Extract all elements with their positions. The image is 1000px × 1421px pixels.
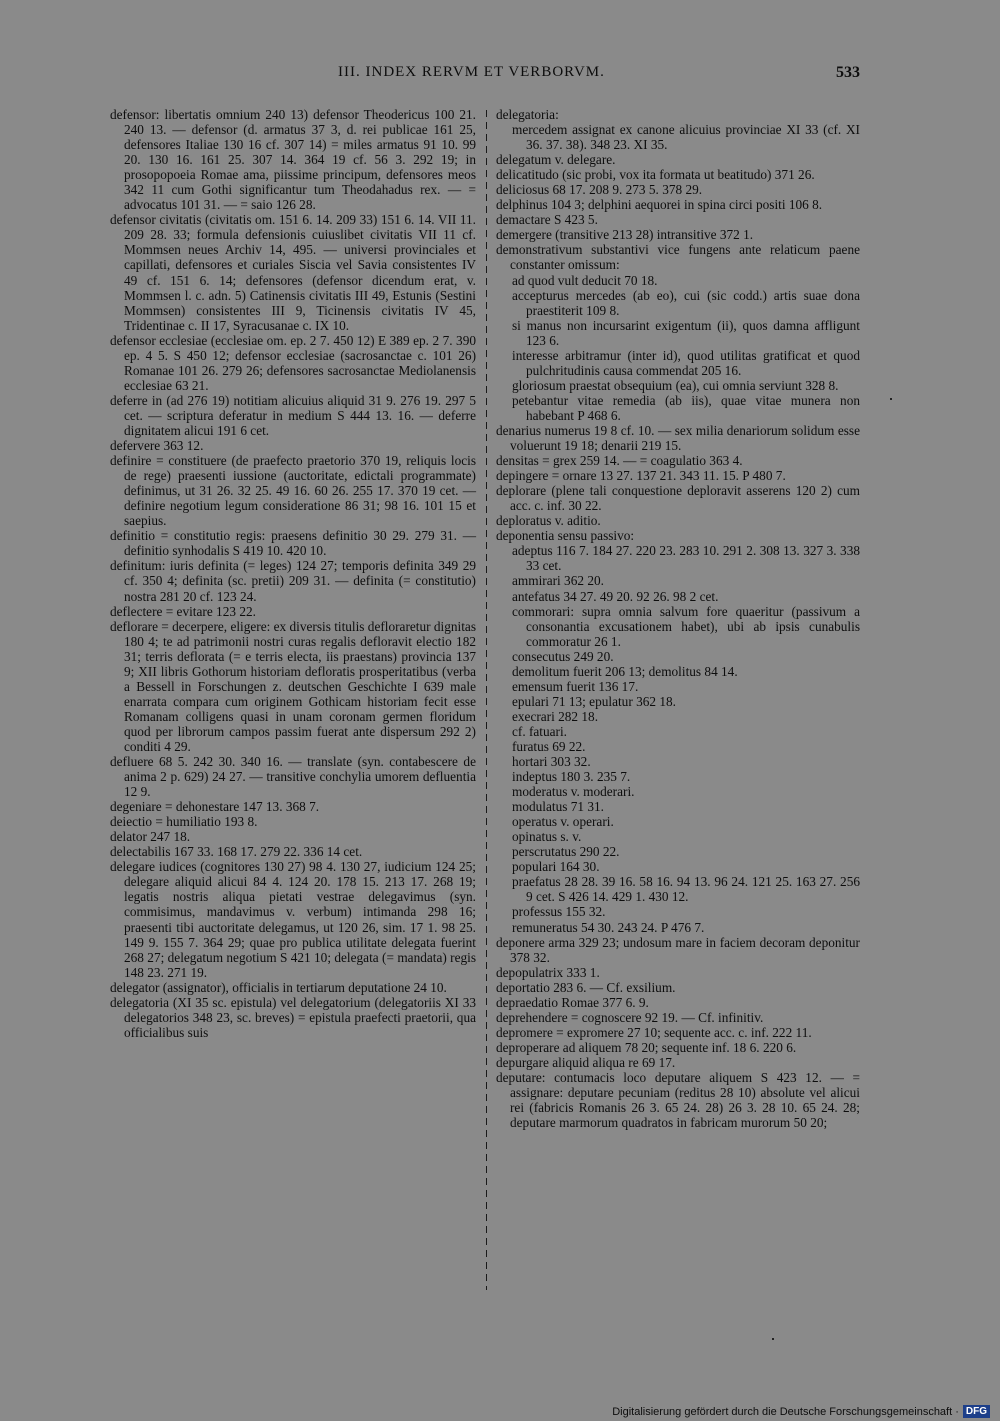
index-entry: definire = constituere (de praefecto praetorio 370 19, reliquis locis de rege) praesenti iussione (auctoritate, edictali programmate) definimus, ut 31 26. 32 25. 49 16. 60 26. 255 17. 370 19 cet. — definire negotium legum consideratione 86 31; 98 16. 101 15 et saepius.: [110, 453, 476, 529]
index-entry: deputare: contumacis loco deputare aliquem S 423 12. — = assignare: deputare pecuniam (reditus 28 10) absolute vel alicui rei (fabricis Romanis 26 3. 65 24. 28) 26 3. 28 10. 65 24. 28; deputare marmorum quadratos in fabricam murorum 50 20;: [496, 1070, 860, 1131]
index-subentry: indeptus 180 3. 235 7.: [512, 769, 631, 785]
index-entry: deponentia sensu passivo:: [496, 528, 635, 544]
dfg-logo-icon: DFG: [963, 1405, 990, 1418]
right-column: [496, 107, 860, 1130]
index-entry: delegatum v. delegare.: [496, 152, 616, 168]
index-subentry: ad quod vult deducit 70 18.: [512, 272, 658, 288]
index-entry: deploratus v. aditio.: [496, 513, 601, 529]
index-entry: delectabilis 167 33. 168 17. 279 22. 336 14 cet.: [110, 844, 363, 860]
running-title: III. INDEX RERVM ET VERBORVM.: [338, 64, 605, 80]
index-entry: demergere (transitive 213 28) intransitive 372 1.: [496, 227, 754, 243]
index-entry: delicatitudo (sic probi, vox ita formata ut beatitudo) 371 26.: [496, 167, 815, 183]
index-entry: deliciosus 68 17. 208 9. 273 5. 378 29.: [496, 182, 703, 198]
index-entry: delegator (assignator), officialis in tertiarum deputatione 24 10.: [110, 979, 447, 995]
index-entry: defensor civitatis (civitatis om. 151 6. 14. 209 33) 151 6. 14. VII 11. 209 28. 33; formula defensionis cuiuslibet civitatis VII 11 cf. Mommsen neues Archiv 14, 495. — universi provinciales et capillati, defensores et curiales Siscia vel Savia consistentes IV 49 cf. 151 6. 14; defensores (defensor dicendum erat, v. Mommsen l. c. adn. 5) Catinensis civitatis III 49, Estunis (Sestini Mommsen) consistentes III 9, Ticinensis civitatis IV 45, Tridentinae c. II 17, Syracusanae c. IX 10.: [110, 212, 476, 333]
index-subentry: interesse arbitramur (inter id), quod utilitas gratificat et quod pulchritudinis causa commendat 205 16.: [512, 347, 860, 378]
page-number: 533: [836, 64, 860, 81]
index-entry: depurgare aliquid aliqua re 69 17.: [496, 1054, 676, 1070]
index-entry: demactare S 423 5.: [496, 212, 598, 228]
index-entry: deprehendere = cognoscere 92 19. — Cf. infinitiv.: [496, 1009, 764, 1025]
index-entry: deproperare ad aliquem 78 20; sequente inf. 18 6. 220 6.: [496, 1039, 797, 1055]
index-subentry: perscrutatus 290 22.: [512, 844, 620, 860]
index-subentry: gloriosum praestat obsequium (ea), cui omnia serviunt 328 8.: [512, 377, 839, 393]
index-entry: deportatio 283 6. — Cf. exsilium.: [496, 979, 676, 995]
index-entry: denarius numerus 19 8 cf. 10. — sex milia denariorum solidum esse voluerunt 19 18; denarii 219 15.: [496, 422, 860, 454]
index-subentry: ammirari 362 20.: [512, 573, 604, 589]
index-entry: delator 247 18.: [110, 829, 191, 845]
index-entry: delegatoria (XI 35 sc. epistula) vel delegatorium (delegatoriis XI 33 delegatorios 348 23, sc. breves) = epistula praefecti praetorii, qua officialibus suis: [110, 994, 476, 1040]
index-subentry: execrari 282 18.: [512, 708, 599, 724]
page-header: [108, 64, 860, 88]
index-subentry: furatus 69 22.: [512, 738, 586, 754]
left-column: [110, 107, 476, 1040]
index-entry: defluere 68 5. 242 30. 340 16. — translate (syn. contabescere de anima 2 p. 629) 24 27. — transitive conchylia umorem defluentia 12 9.: [110, 754, 476, 800]
index-subentry: hortari 303 32.: [512, 754, 591, 770]
index-subentry: si manus non incursarint exigentum (ii), quos damna affligunt 123 6.: [512, 317, 860, 348]
index-entry: depopulatrix 333 1.: [496, 964, 600, 980]
index-entry: delphinus 104 3; delphini aequorei in spina circi positi 106 8.: [496, 197, 823, 213]
index-subentry: adeptus 116 7. 184 27. 220 23. 283 10. 291 2. 308 13. 327 3. 338 33 cet.: [512, 543, 860, 574]
index-entry: defensor: libertatis omnium 240 13) defensor Theodericus 100 21. 240 13. — defensor (d. armatus 37 3, d. rei publicae 161 25, defensores Italiae 130 16 cf. 307 14) = miles armatus 91 10. 99 20. 130 16. 161 25. 307 14. 364 19 cf. 56 3. 292 19; in prosopopoeia Romae ama, piissime principum, defensores meos 342 11 cum Gothi significantur tum Theodahadus rex. — = advocatus 101 31. — = saio 126 28.: [110, 107, 476, 213]
index-entry: demonstrativum substantivi vice fungens ante relaticum paene constanter omissum:: [496, 242, 860, 273]
index-entry: definitio = constitutio regis: praesens definitio 30 29. 279 31. — definitio synhodalis S 419 10. 420 10.: [110, 528, 476, 559]
index-subentry: populari 164 30.: [512, 859, 600, 875]
index-subentry: mercedem assignat ex canone alicuius provinciae XI 33 (cf. XI 36. 37. 38). 348 23. XI 35.: [512, 122, 860, 153]
index-entry: defervere 363 12.: [110, 438, 204, 454]
index-entry: deflorare = decerpere, eligere: ex diversis titulis defloraretur dignitas 180 4; te ad patrimonii nostri curas regalis defloravit electio 182 31; terris deflorata (= e terris electa, iis praestans) provincia 137 9; XII libris Gothorum historiam defloratis prosperitatibus (verba a Bessell in Forschungen z. deutschen Geschichte I 639 male enarrata compara cum originem Gothicam historiam fecit esse Romanam colligens quasi in unam coronam germen floridum quod per librorum campos passim fuerat ante dispersum 292 2) conditi 4 29.: [110, 618, 476, 754]
index-entry: definitum: iuris definita (= leges) 124 27; temporis definita 349 29 cf. 350 4; definita (sc. pretii) 209 31. — definita (= constitutio) nostra 281 20 cf. 123 24.: [110, 558, 476, 604]
scan-speck: [890, 398, 892, 400]
index-subentry: commorari: supra omnia salvum fore quaeritur (passivum a consonantia excusationem habet), ubi ab ipsis cunabulis commoratur 26 1.: [512, 603, 860, 649]
index-subentry: accepturus mercedes (ab eo), cui (sic codd.) artis suae dona praestiterit 109 8.: [512, 287, 860, 318]
index-subentry: consecutus 249 20.: [512, 648, 614, 664]
column-divider: [486, 110, 487, 1290]
index-subentry: petebantur vitae remedia (ab iis), quae vitae munera non habebant P 468 6.: [512, 392, 860, 423]
index-subentry: epulari 71 13; epulatur 362 18.: [512, 693, 676, 709]
index-entry: delegare iudices (cognitores 130 27) 98 4. 130 27, iudicium 124 25; delegare aliquid alicui 84 4. 124 20. 178 15. 213 17. 268 19; legatis nostris aliqua pietati vestrae delegavimus (syn. commisimus, mandavimus v. verbum) intimanda 298 16; praesenti tibi auctoritate delegamus, ut 120 26, sim. 17 1. 98 25. 149 9. 155 7. 364 29; quae pro publica utilitate delegata fuerint 268 27; delegatum negotium S 421 10; delegata (= mandata) regis 148 23. 271 19.: [110, 859, 476, 980]
index-entry: deflectere = evitare 123 22.: [110, 603, 256, 619]
index-subentry: praefatus 28 28. 39 16. 58 16. 94 13. 96 24. 121 25. 163 27. 256 9 cet. S 426 14. 429 1. 430 12.: [512, 874, 860, 905]
index-subentry: modulatus 71 31.: [512, 799, 604, 815]
index-entry: deplorare (plene tali conquestione deploravit asserens 120 2) cum acc. c. inf. 30 22.: [496, 483, 860, 514]
index-entry: degeniare = dehonestare 147 13. 368 7.: [110, 799, 320, 815]
footer: [612, 1405, 990, 1418]
index-subentry: antefatus 34 27. 49 20. 92 26. 98 2 cet.: [512, 588, 719, 604]
index-subentry: demolitum fuerit 206 13; demolitus 84 14.: [512, 663, 738, 679]
scan-speck: [772, 1338, 774, 1340]
index-entry: delegatoria:: [496, 107, 559, 122]
index-entry: deponere arma 329 23; undosum mare in faciem decoram deponitur 378 32.: [496, 934, 860, 965]
index-subentry: emensum fuerit 136 17.: [512, 678, 639, 694]
index-subentry: operatus v. operari.: [512, 814, 614, 830]
index-entry: densitas = grex 259 14. — = coagulatio 363 4.: [496, 453, 743, 469]
index-subentry: opinatus s. v.: [512, 829, 582, 845]
index-subentry: cf. fatuari.: [512, 723, 567, 739]
index-entry: defensor ecclesiae (ecclesiae om. ep. 2 7. 450 12) E 389 ep. 2 7. 390 ep. 4 5. S 450 12; defensor ecclesiae (sacrosanctae c. 101 26) Romanae 101 26. 279 26; defensores sacrosanctae Mediolanensis ecclesiae 63 21.: [110, 332, 476, 393]
index-subentry: moderatus v. moderari.: [512, 784, 635, 800]
index-entry: depingere = ornare 13 27. 137 21. 343 11. 15. P 480 7.: [496, 468, 786, 484]
index-entry: deferre in (ad 276 19) notitiam alicuius aliquid 31 9. 276 19. 297 5 cet. — scriptura deferatur in medium S 444 13. 16. — deferre dignitatem alicui 191 6 cet.: [110, 392, 476, 438]
footer-credit: Digitalisierung gefördert durch die Deutsche Forschungsgemeinschaft ·: [612, 1405, 959, 1418]
index-subentry: professus 155 32.: [512, 904, 606, 920]
index-subentry: remuneratus 54 30. 243 24. P 476 7.: [512, 919, 705, 935]
index-entry: depromere = expromere 27 10; sequente acc. c. inf. 222 11.: [496, 1024, 812, 1040]
index-entry: deiectio = humiliatio 193 8.: [110, 814, 258, 830]
index-entry: depraedatio Romae 377 6. 9.: [496, 994, 649, 1010]
